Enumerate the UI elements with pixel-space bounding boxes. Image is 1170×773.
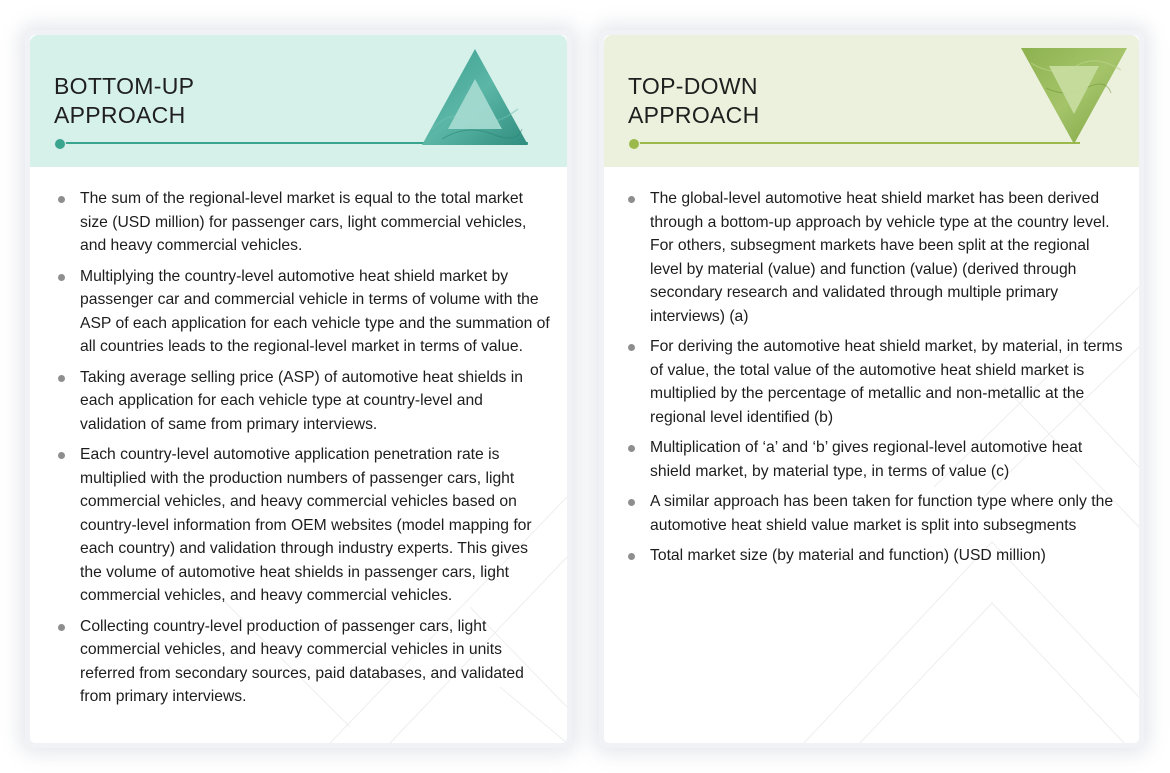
bullet-item: Collecting country-level production of passenger cars, light commercial vehicles, and heavy commercial vehicles in units referred from secondary sources, paid databases, and validated from primary interviews.	[52, 615, 552, 709]
bottom-up-header	[30, 35, 567, 167]
bullet-item: The sum of the regional-level market is equal to the total market size (USD million) for passenger cars, light commercial vehicles, and heavy commercial vehicles.	[52, 187, 552, 258]
bullet-item: Taking average selling price (ASP) of automotive heat shields in each application for each vehicle type at country-level and validation of same from primary interviews.	[52, 366, 552, 437]
bullet-item: For deriving the automotive heat shield market, by material, in terms of value, the total value of the automotive heat shield market is multiplied by the percentage of metallic and non-metallic at the regional level identified (b)	[622, 335, 1124, 429]
bullet-dot-icon	[58, 452, 65, 459]
triangle-down-icon	[1021, 48, 1127, 144]
bottom-up-bullet-list	[52, 187, 552, 716]
bullet-dot-icon	[628, 196, 635, 203]
title-line-1: TOP-DOWN	[628, 73, 758, 99]
title-line-2: APPROACH	[628, 102, 760, 128]
top-down-body	[604, 167, 1139, 743]
triangle-up-icon	[422, 49, 528, 145]
bullet-dot-icon	[58, 196, 65, 203]
top-down-bullet-list	[622, 187, 1124, 575]
bottom-up-title	[54, 72, 194, 130]
bullet-item: Total market size (by material and function) (USD million)	[622, 544, 1124, 568]
bullet-dot-icon	[628, 499, 635, 506]
title-line-1: BOTTOM-UP	[54, 73, 195, 99]
bullet-item: A similar approach has been taken for function type where only the automotive heat shield value market is split into subsegments	[622, 490, 1124, 537]
bullet-item: Multiplication of ‘a’ and ‘b’ gives regional-level automotive heat shield market, by material type, in terms of value (c)	[622, 436, 1124, 483]
bullet-item: The global-level automotive heat shield market has been derived through a bottom-up approach by vehicle type at the country level. For others, subsegment markets have been split at the regional level by material (value) and function (value) (derived through secondary research and validated through multiple primary interviews) (a)	[622, 187, 1124, 328]
top-down-title	[628, 72, 759, 130]
bottom-up-body	[30, 167, 567, 743]
bullet-item: Multiplying the country-level automotive heat shield market by passenger car and commercial vehicle in terms of volume with the ASP of each application for each vehicle type and the summation of all countries leads to the regional-level market in terms of value.	[52, 265, 552, 359]
bullet-dot-icon	[628, 445, 635, 452]
header-rule	[632, 142, 1080, 144]
bullet-dot-icon	[628, 344, 635, 351]
bullet-dot-icon	[58, 624, 65, 631]
bullet-dot-icon	[628, 553, 635, 560]
header-rule-dot	[54, 138, 66, 150]
header-rule-dot	[628, 138, 640, 150]
bullet-item: Each country-level automotive application penetration rate is multiplied with the production numbers of passenger cars, light commercial vehicles, and heavy commercial vehicles based on country-level information from OEM websites (model mapping for each country) and validation through industry experts. This gives the volume of automotive heat shields in passenger cars, light commercial vehicles, and heavy commercial vehicles.	[52, 443, 552, 608]
bottom-up-card	[25, 30, 572, 748]
top-down-header	[604, 35, 1139, 167]
title-line-2: APPROACH	[54, 102, 186, 128]
bullet-dot-icon	[58, 274, 65, 281]
top-down-card	[599, 30, 1144, 748]
bullet-dot-icon	[58, 375, 65, 382]
